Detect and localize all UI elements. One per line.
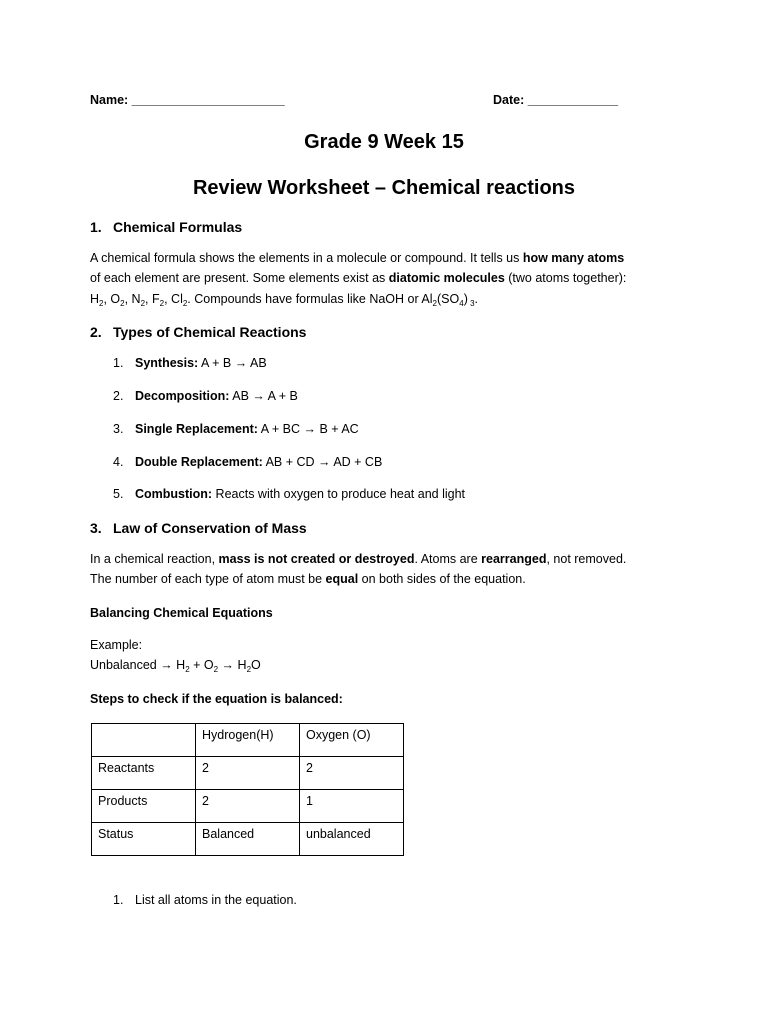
section-3-number: 3. [90, 520, 102, 536]
balancing-heading: Balancing Chemical Equations [90, 606, 273, 620]
para-line [90, 268, 690, 288]
table-header-row [92, 724, 404, 757]
steps-heading: Steps to check if the equation is balanced: [90, 692, 343, 706]
list-item [113, 452, 382, 472]
bold-text: diatomic molecules [388, 271, 505, 286]
reaction-formula: Reacts with oxygen to produce heat and light [212, 487, 466, 501]
section-1-heading [90, 216, 242, 239]
date-blank: _____________ [527, 93, 619, 107]
list-item [113, 419, 359, 439]
example-equation: Unbalanced → $H_2 + O_2 \to H_2O$ [90, 658, 261, 674]
reaction-type: Combustion: [135, 487, 213, 501]
table-cell: 1 [300, 790, 404, 823]
text-run: . Compounds have formulas like NaOH or Al [187, 291, 433, 306]
reaction-type: Single Replacement: [135, 422, 258, 436]
text-run: . Atoms are [414, 552, 482, 566]
section-1-number: 1. [90, 219, 102, 235]
text-run: → H [218, 658, 247, 672]
para-line: $H_2$, $O_2$, $N_2$, $F_2$, $Cl_2$. Compounds have formulas like NaOH or $Al_2(SO_4)$ $_3$. [90, 291, 479, 308]
table-cell: 2 [196, 790, 300, 823]
table-cell: Reactants [92, 757, 196, 790]
example-label: Example: [90, 638, 143, 652]
text-run: on both sides of the equation. [358, 572, 526, 587]
table-cell: Oxygen (O) [300, 724, 404, 757]
para-line [90, 569, 690, 589]
table-cell: 2 [196, 757, 300, 790]
bold-text: mass is not created or destroyed [218, 552, 415, 566]
section-1-title: Chemical Formulas [113, 219, 243, 235]
para-line [90, 549, 690, 569]
text-run: A chemical formula shows the elements in a molecule or compound. It tells us [90, 251, 523, 265]
list-number: 3. [113, 422, 124, 436]
list-number: 1. [113, 893, 124, 907]
reaction-type: Double Replacement: [135, 455, 263, 469]
date-line [493, 90, 618, 110]
text-run: , not removed. [546, 552, 627, 566]
name-blank: ______________________ [131, 93, 285, 107]
list-number: 5. [113, 487, 124, 501]
section-3-title: Law of Conservation of Mass [113, 520, 307, 536]
diatomic-formulas: $H_2$, $O_2$, $N_2$, $F_2$, $Cl_2$ [90, 291, 188, 308]
list-item [113, 484, 465, 504]
name-line [90, 90, 285, 110]
list-item [113, 890, 297, 910]
text-run: ) [463, 291, 468, 306]
text-run: . [474, 291, 479, 306]
text-run: + O [189, 658, 214, 672]
section-3-heading [90, 517, 307, 540]
page-subtitle: Review Worksheet – Chemical reactions [192, 177, 575, 199]
text-run: O [251, 658, 261, 672]
text-run: Unbalanced → H [90, 658, 186, 672]
table-row [92, 790, 404, 823]
atom-count-table [91, 723, 404, 856]
table-row [92, 823, 404, 856]
bold-text: how many atoms [522, 251, 625, 265]
section-2-title: Types of Chemical Reactions [113, 324, 307, 340]
step-text: List all atoms in the equation. [135, 893, 297, 907]
text-run: (two atoms together): [504, 271, 627, 286]
table-cell: unbalanced [300, 823, 404, 856]
name-label: Name: [90, 93, 129, 107]
list-number: 1. [113, 356, 124, 370]
bold-text: equal [325, 572, 359, 587]
reaction-formula: A + B → AB [198, 356, 267, 370]
list-number: 2. [113, 389, 124, 403]
table-cell [92, 724, 196, 757]
section-2-number: 2. [90, 324, 102, 340]
section-1-paragraph [90, 248, 690, 309]
list-number: 4. [113, 455, 124, 469]
reaction-formula: AB → A + B [229, 389, 298, 403]
reaction-formula: A + BC → B + AC [257, 422, 359, 436]
table-cell: Hydrogen(H) [196, 724, 300, 757]
section-3-paragraph [90, 549, 690, 590]
text-run: (SO [437, 291, 460, 306]
bold-text: rearranged [481, 552, 547, 566]
reaction-type: Decomposition: [135, 389, 230, 403]
table-cell: Balanced [196, 823, 300, 856]
list-item [113, 353, 267, 373]
text-run: In a chemical reaction, [90, 552, 219, 566]
table-row [92, 757, 404, 790]
section-2-heading [90, 321, 306, 344]
table-cell: Status [92, 823, 196, 856]
date-label: Date: [493, 93, 525, 107]
page-title: Grade 9 Week 15 [304, 131, 464, 153]
text-run: of each element are present. Some elements exist as [90, 271, 389, 286]
para-line [90, 248, 690, 268]
reaction-type: Synthesis: [135, 356, 199, 370]
reaction-formula: AB + CD → AD + CB [262, 455, 383, 469]
text-run: The number of each type of atom must be [90, 572, 326, 587]
table-cell: Products [92, 790, 196, 823]
table-cell: 2 [300, 757, 404, 790]
list-item [113, 386, 298, 406]
